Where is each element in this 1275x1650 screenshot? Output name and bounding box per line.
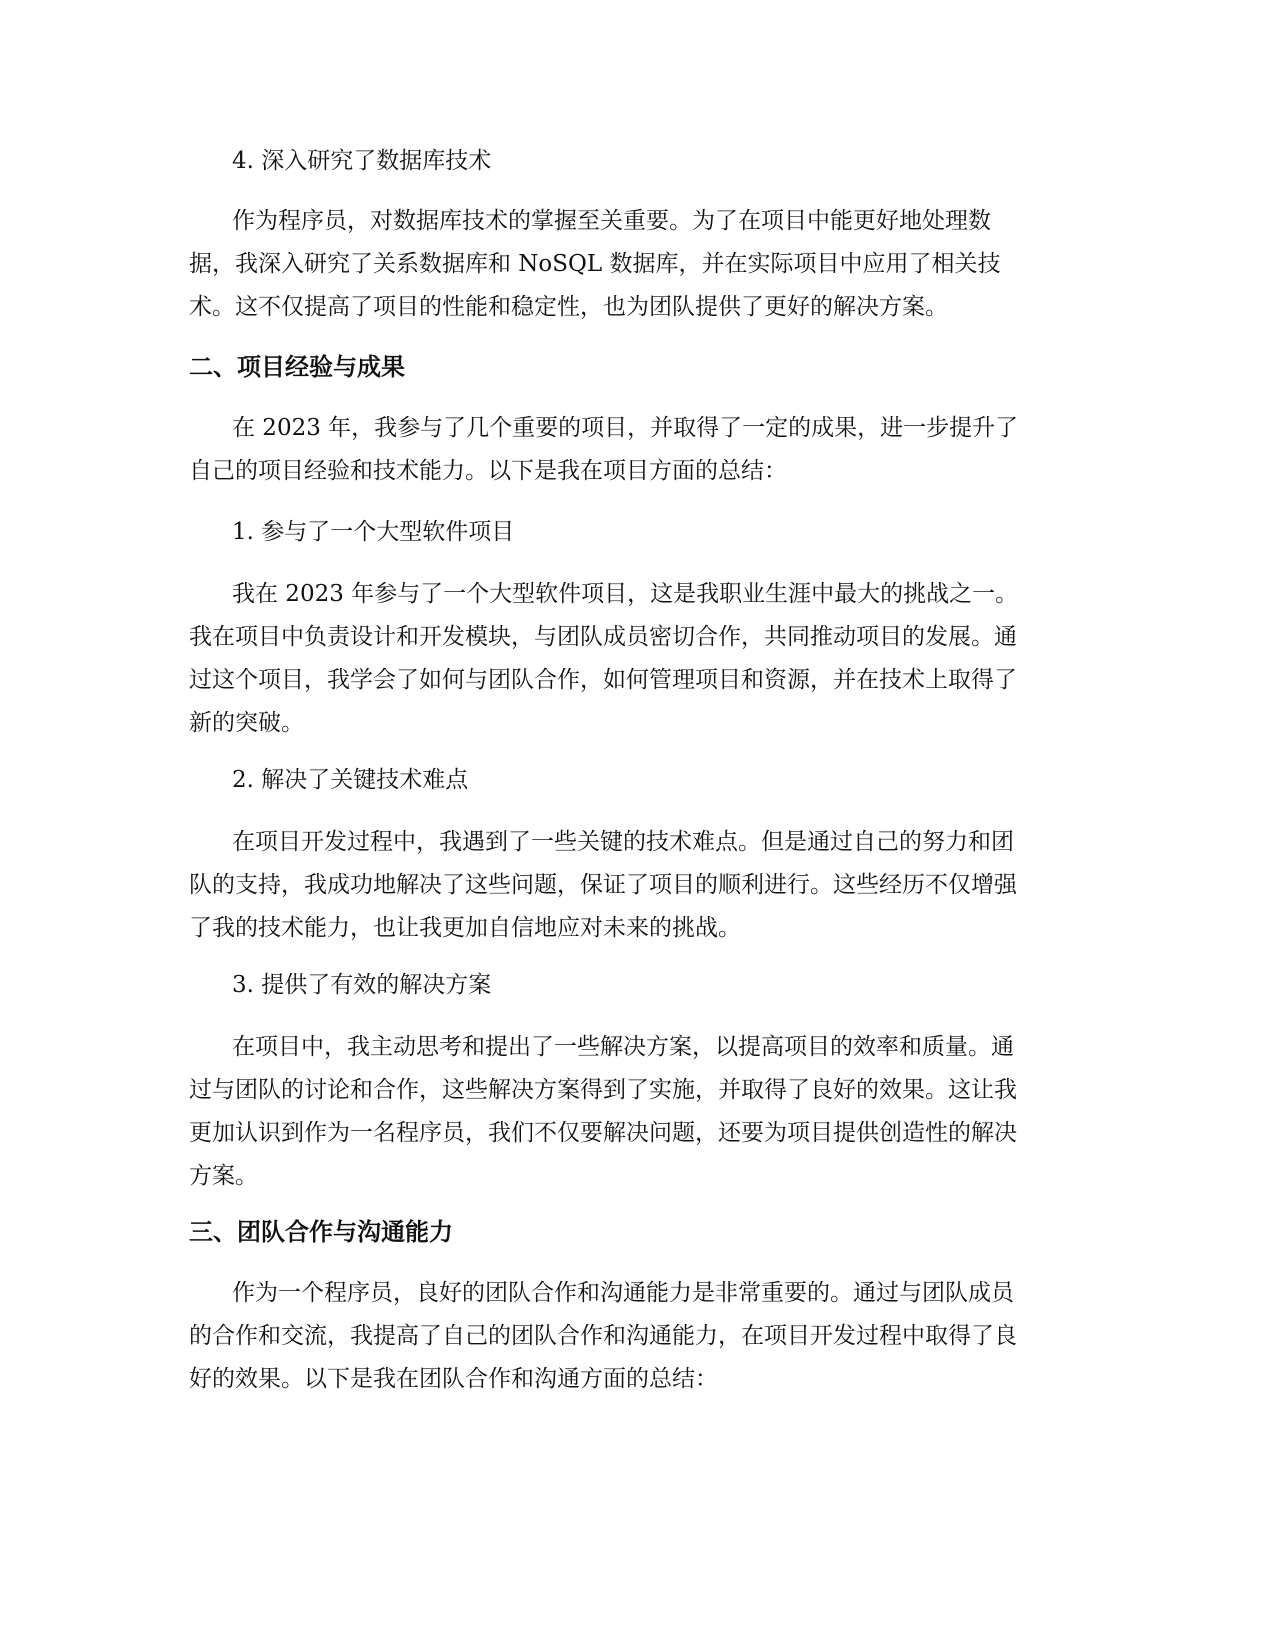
list-item-heading: 1. 参与了一个大型软件项目 — [232, 519, 515, 545]
section-heading: 三、团队合作与沟通能力 — [189, 1218, 453, 1246]
paragraph — [189, 414, 1089, 500]
paragraph-line: 过这个项目，我学会了如何与团队合作，如何管理项目和资源，并在技术上取得了 — [189, 667, 1017, 693]
paragraph — [189, 580, 1089, 752]
paragraph-line: 方案。 — [189, 1163, 258, 1189]
paragraph-line: 新的突破。 — [189, 710, 304, 736]
paragraph-line: 了我的技术能力，也让我更加自信地应对未来的挑战。 — [189, 915, 741, 941]
paragraph — [189, 828, 1089, 957]
paragraph-line: 更加认识到作为一名程序员，我们不仅要解决问题，还要为项目提供创造性的解决 — [189, 1120, 1017, 1146]
paragraph-line: 过与团队的讨论和合作，这些解决方案得到了实施，并取得了良好的效果。这让我 — [189, 1077, 1017, 1103]
paragraph — [189, 1279, 1089, 1408]
paragraph-line: 作为一个程序员，良好的团队合作和沟通能力是非常重要的。通过与团队成员 — [232, 1280, 1014, 1306]
list-item-heading: 4. 深入研究了数据库技术 — [232, 148, 492, 174]
paragraph-line: 在项目中，我主动思考和提出了一些解决方案，以提高项目的效率和质量。通 — [232, 1034, 1014, 1060]
section-heading: 二、项目经验与成果 — [189, 353, 405, 381]
paragraph-line: 在项目开发过程中，我遇到了一些关键的技术难点。但是通过自己的努力和团 — [232, 829, 1014, 855]
paragraph-line: 自己的项目经验和技术能力。以下是我在项目方面的总结： — [189, 458, 787, 484]
paragraph — [189, 207, 1089, 336]
paragraph-line: 的合作和交流，我提高了自己的团队合作和沟通能力，在项目开发过程中取得了良 — [189, 1323, 1017, 1349]
paragraph-line: 术。这不仅提高了项目的性能和稳定性，也为团队提供了更好的解决方案。 — [189, 294, 948, 320]
paragraph-line: 我在项目中负责设计和开发模块，与团队成员密切合作，共同推动项目的发展。通 — [189, 624, 1017, 650]
paragraph-line: 队的支持，我成功地解决了这些问题，保证了项目的顺利进行。这些经历不仅增强 — [189, 872, 1017, 898]
paragraph-line: 据，我深入研究了关系数据库和 NoSQL 数据库，并在实际项目中应用了相关技 — [189, 251, 1001, 277]
paragraph-line: 作为程序员，对数据库技术的掌握至关重要。为了在项目中能更好地处理数 — [232, 208, 991, 234]
paragraph-line: 好的效果。以下是我在团队合作和沟通方面的总结： — [189, 1366, 718, 1392]
paragraph — [189, 1033, 1089, 1205]
paragraph-line: 在 2023 年，我参与了几个重要的项目，并取得了一定的成果，进一步提升了 — [232, 415, 1019, 441]
paragraph-line: 我在 2023 年参与了一个大型软件项目，这是我职业生涯中最大的挑战之一。 — [232, 581, 1019, 607]
list-item-heading: 3. 提供了有效的解决方案 — [232, 972, 492, 998]
list-item-heading: 2. 解决了关键技术难点 — [232, 767, 469, 793]
